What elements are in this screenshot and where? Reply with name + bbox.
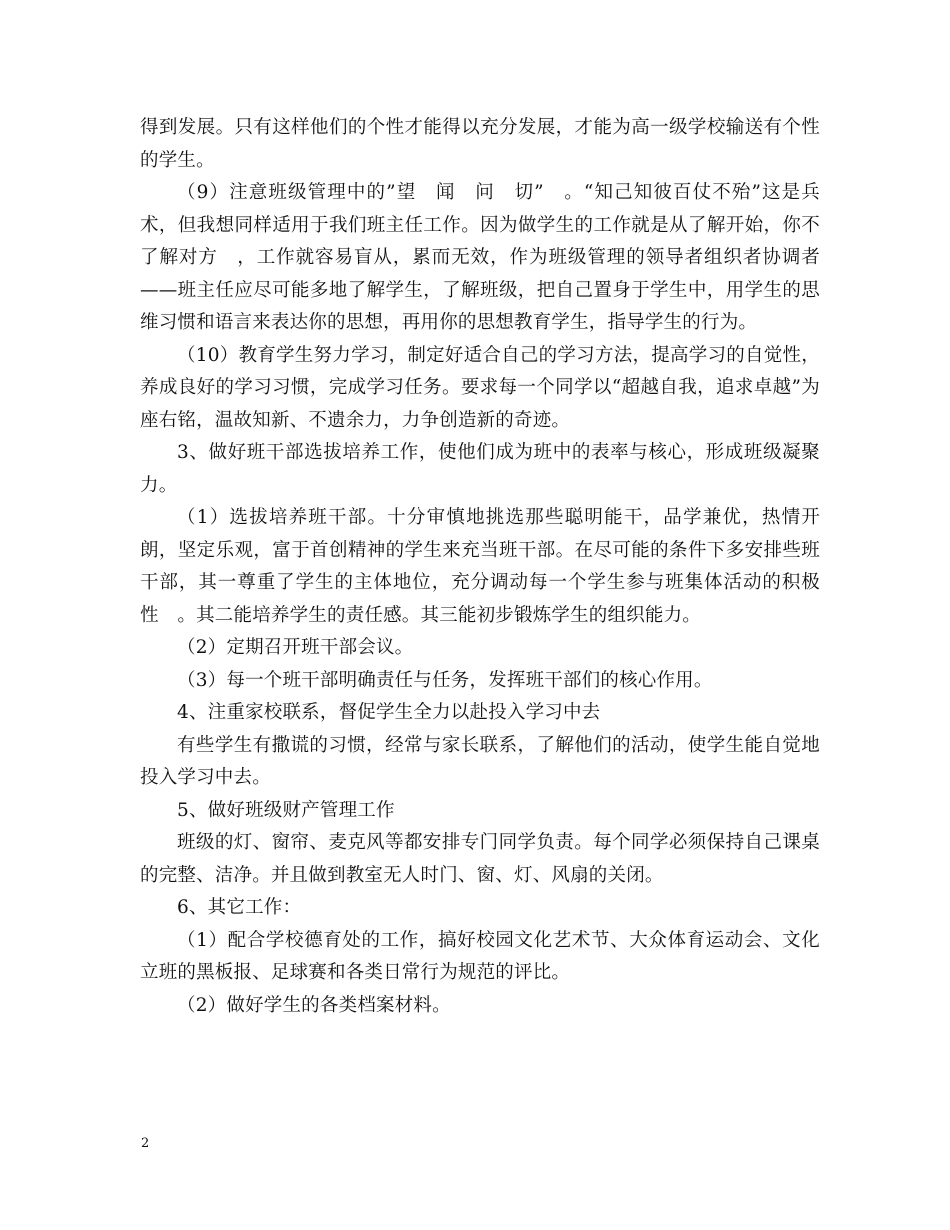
page-number: 2 [141,1136,150,1151]
paragraph-14: （2）做好学生的各类档案材料。 [177,994,451,1016]
paragraph-10: 5、做好班级财产管理工作 [177,799,395,821]
paragraph-4: 3、做好班干部选拔培养工作，使他们成为班中的表率与核心，形成班级凝聚力。 [140,442,820,496]
paragraph-5: （1）选拔培养班干部。十分审慎地挑选那些聪明能干，品学兼优，热情开朗，坚定乐观，富于首创精神的学生来充当班干部。在尽可能的条件下多安排些班干部，其一尊重了学生的主体地位，充分调动每一个学生参与班集体活动的积极性 。其二能培养学生的责任感。其三能初步锻炼学生的组织能力。 [140,507,820,626]
paragraph-8: 4、注重家校联系，督促学生全力以赴投入学习中去 [177,702,601,723]
paragraph-2: （9）注意班级管理中的”望 闻 问 切” 。“知己知彼百仗不殆”这是兵术，但我想同样适用于我们班主任工作。因为做学生的工作就是从了解开始，你不了解对方 ，工作就容易盲从，累而无效，作为班级管理的领导者组织者协调者——班主任应尽可能多地了解学生，了解班级，把自己置身于学生中，用学生的思维习惯和语言来表达你的思想，再用你的思想教育学生，指导学生的行为。 [140,182,820,333]
paragraph-3: （10）教育学生努力学习，制定好适合自己的学习方法，提高学习的自觉性，养成良好的学习习惯，完成学习任务。要求每一个同学以“超越自我，追求卓越”为座右铭，温故知新、不遗余力，力争创造新的奇迹。 [140,344,820,431]
paragraph-12: 6、其它工作： [177,897,302,918]
document-body [140,112,820,1022]
paragraph-13: （1）配合学校德育处的工作，搞好校园文化艺术节、大众体育运动会、文化立班的黑板报、足球赛和各类日常行为规范的评比。 [140,929,820,983]
paragraph-6: （2）定期召开班干部会议。 [177,637,414,658]
paragraph-1: 得到发展。只有这样他们的个性才能得以充分发展，才能为高一级学校输送有个性的学生。 [140,117,820,171]
paragraph-7: （3）每一个班干部明确责任与任务，发挥班干部们的核心作用。 [177,669,713,691]
paragraph-9: 有些学生有撒谎的习惯，经常与家长联系，了解他们的活动，使学生能自觉地投入学习中去。 [140,734,820,788]
paragraph-11: 班级的灯、窗帘、麦克风等都安排专门同学负责。每个同学必须保持自己课桌的完整、洁净。并且做到教室无人时门、窗、灯、风扇的关闭。 [140,832,820,886]
